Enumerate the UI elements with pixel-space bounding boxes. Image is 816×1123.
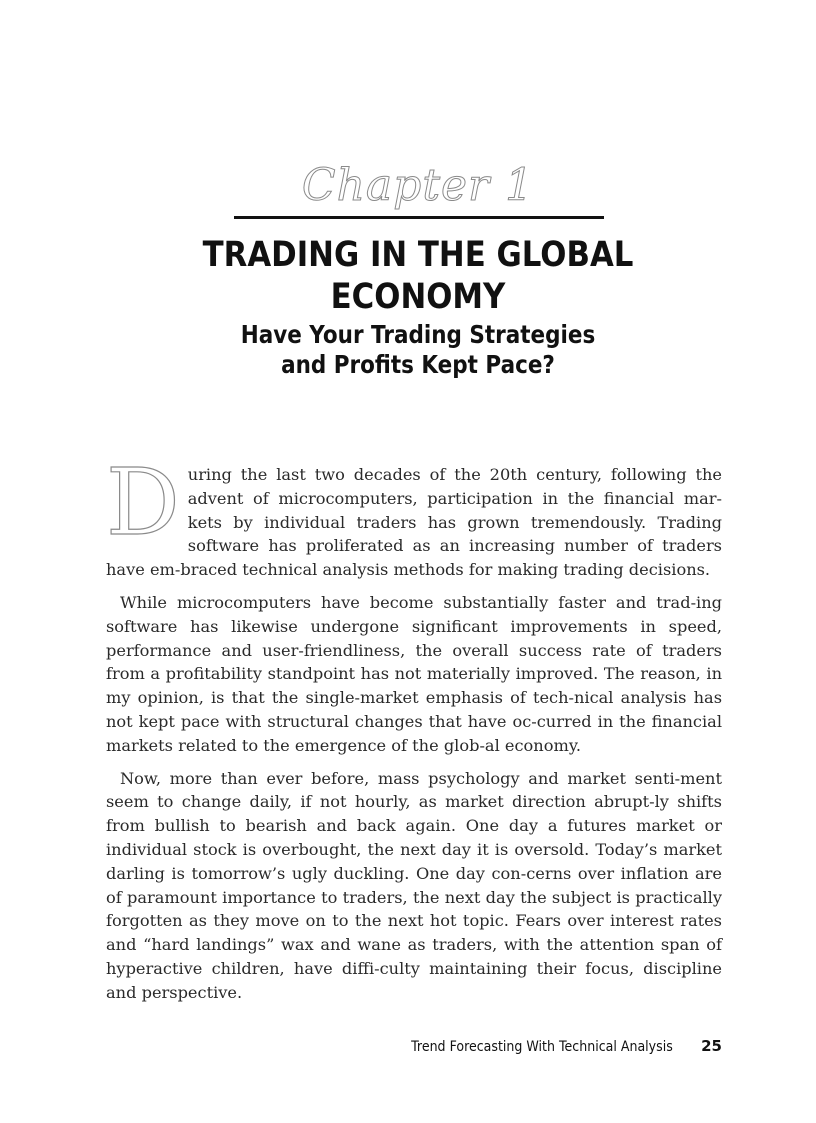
paragraph-2: While microcomputers have become substantially faster and trad-ing software has likewise undergone significant improvements in speed, performance and user-friendliness, the overall success rate of traders from a profitability standpoint has not materially improved. The reason, in my opinion, is that the single-market emphasis of tech-nical analysis has not kept pace with structural changes that have oc-curred in the financial markets related to the emergence of the glob-al economy. [106, 592, 722, 755]
chapter-subtitle-line-2: and Profits Kept Pace? [281, 350, 555, 379]
chapter-subtitle-line-1: Have Your Trading Strategies [240, 320, 596, 349]
drop-cap: D [106, 449, 180, 556]
chapter-label: Chapter 1 [301, 160, 535, 211]
body-text [106, 449, 722, 1014]
page-number: 25 [701, 1037, 722, 1055]
page-footer [0, 1037, 722, 1055]
chapter-subtitle [59, 320, 778, 380]
paragraph-1-text: uring the last two decades of the 20th century, following the advent of microcomputers, participation in the financial mar-kets by individual traders has grown tremendously. Trading software has proliferated as an increasing number of traders have em-braced technical analysis methods for making trading decisions. [106, 465, 722, 580]
chapter-divider-rule [234, 216, 604, 219]
paragraph-3: Now, more than ever before, mass psychology and market senti-ment seem to change daily, if not hourly, as market direction abrupt-ly shifts from bullish to bearish and back again. One day a futures market or individual stock is overbought, the next day it is oversold. Today’s market darling is tomorrow’s ugly duckling. One day con-cerns over inflation are of paramount importance to traders, the next day the subject is practically forgotten as they move on to the next hot topic. Fears over interest rates and “hard landings” wax and wane as traders, with the attention span of hyperactive children, have diffi-culty maintaining their focus, discipline and perspective. [106, 768, 722, 1002]
paragraph-1 [106, 449, 722, 582]
chapter-title [50, 234, 786, 318]
chapter-title-line-2: ECONOMY [330, 277, 506, 317]
running-footer-title: Trend Forecasting With Technical Analysis [411, 1039, 674, 1055]
chapter-title-line-1: TRADING IN THE GLOBAL [202, 235, 634, 275]
